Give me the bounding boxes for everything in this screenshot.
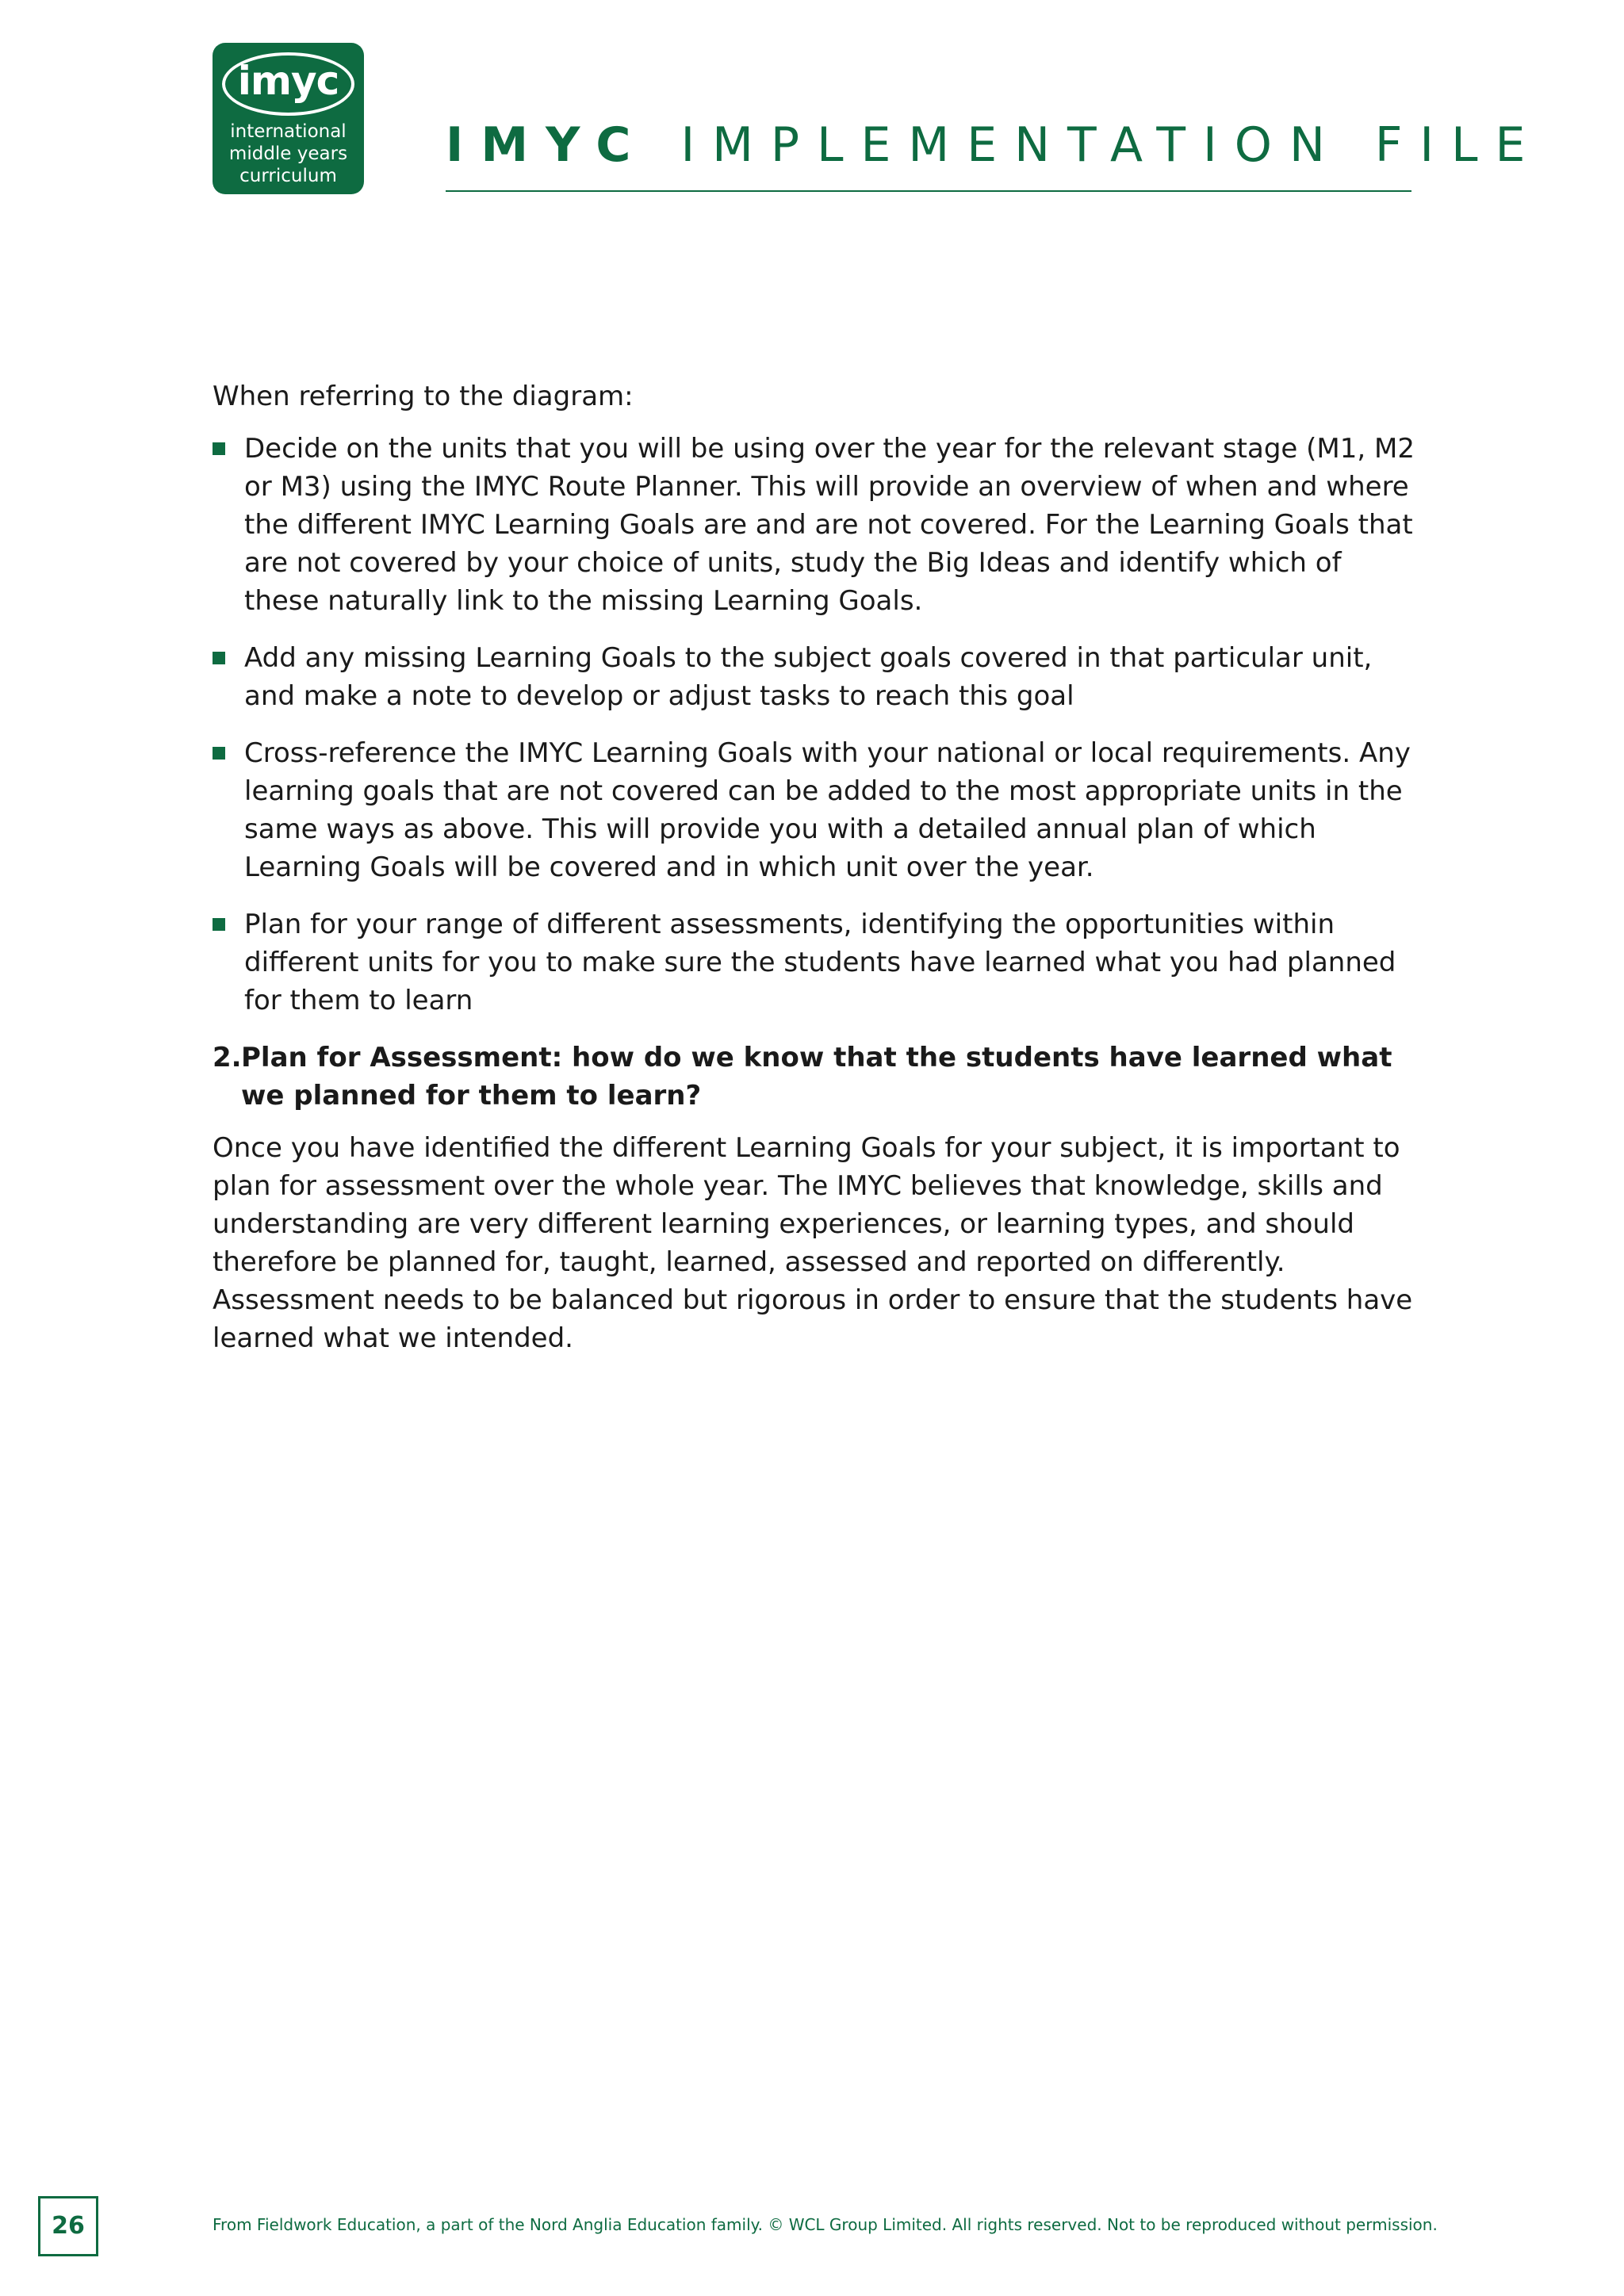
intro-text: When referring to the diagram: [213,381,634,412]
list-item-text: Plan for your range of different assessments, identifying the opportunities within different units for you to make sure the students have learned what you had planned for them to learn [244,909,1396,1016]
section-number: 2. [213,1042,242,1073]
logo-subtitle [213,121,364,187]
logo-sub-line: international [230,121,347,142]
page-header-title [446,117,1542,173]
header-title-rest: IMPLEMENTATION FILE [680,117,1543,173]
logo-sub-line: middle years [228,144,348,164]
body-paragraph: Once you have identified the different Learning Goals for your subject, it is important to plan for assessment over the whole year. The IMYC believes that knowledge, skills and understanding are very different learning experiences, or learning types, and should therefore be planned for, taught, learned, assessed and reported on differently. Assessment needs to be balanced but rigorous in order to ensure that the students have learned what we intended. [213,1132,1413,1354]
list-item-text: Decide on the units that you will be using over the year for the relevant stage (M1, M2 or M3) using the IMYC Route Planner. This will provide an overview of when and where the different IMYC Learning Goals are and are not covered. For the Learning Goals that are not covered by your choice of units, study the Big Ideas and identify which of these naturally link to the missing Learning Goals. [244,433,1415,617]
header-title-bold: IMYC [446,117,649,173]
list-item-text: Add any missing Learning Goals to the subject goals covered in that particular unit, and make a note to develop or adjust tasks to reach this goal [244,642,1373,712]
square-bullet-icon [213,652,225,664]
footer-copyright: From Fieldwork Education, a part of the Nord Anglia Education family. © WCL Group Limited. All rights reserved. Not to be reproduced without permission. [213,2215,1438,2234]
list-item [213,430,1418,620]
list-item-text: Cross-reference the IMYC Learning Goals with your national or local requirements. Any learning goals that are not covered can be added to the most appropriate units in the same ways as above. This will provide you with a detailed annual plan of which Learning Goals will be covered and in which unit over the year. [244,737,1411,883]
main-content [213,377,1418,1357]
bullet-list [213,430,1418,1020]
logo-word: imyc [237,58,339,104]
section-heading-text: Plan for Assessment: how do we know that the students have learned what we planned for them to learn? [241,1042,1392,1112]
square-bullet-icon [213,918,225,931]
list-item [213,734,1418,886]
square-bullet-icon [213,442,225,455]
list-item [213,639,1418,715]
imyc-logo [213,43,364,194]
page-number: 26 [38,2196,98,2256]
header-divider [446,190,1411,192]
logo-sub-line: curriculum [239,166,337,186]
square-bullet-icon [213,747,225,760]
list-item [213,905,1418,1020]
section-heading [213,1039,1418,1115]
